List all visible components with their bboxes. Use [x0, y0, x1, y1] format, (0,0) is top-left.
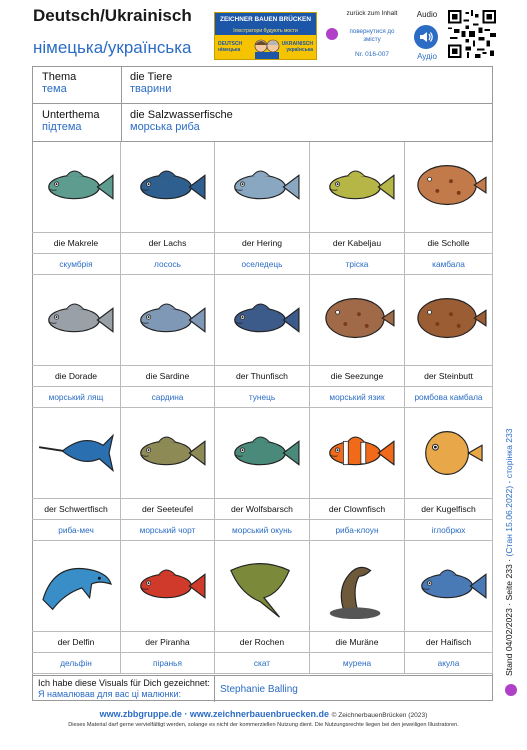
vocab-card — [215, 541, 310, 674]
illustrators-faces-icon — [253, 37, 281, 59]
moray-eel-icon — [315, 551, 399, 621]
illustrator-name: Stephanie Balling — [220, 684, 298, 695]
page-stamp: Stand 04/02/2023 · Seite 233 · (Стан 15.06.2022) - сторінка 233 — [504, 428, 514, 676]
cod-icon — [315, 152, 399, 222]
swordfish-icon — [34, 418, 118, 488]
word-ua: камбала — [432, 259, 465, 269]
illustrator-credit — [32, 675, 493, 701]
sea-bass-icon — [220, 418, 304, 488]
back-to-contents-dot[interactable] — [326, 28, 338, 40]
page-title: Deutsch/Ukrainisch — [33, 6, 192, 25]
piranha-icon — [126, 551, 210, 621]
vocab-card — [215, 142, 310, 275]
word-de: der Delfin — [32, 632, 120, 653]
word-ua: морський окунь — [232, 525, 292, 535]
word-ua: морський чорт — [139, 525, 196, 535]
word-de: der Kugelfisch — [405, 499, 492, 520]
word-ua: риба-меч — [58, 525, 94, 535]
vocab-card — [215, 275, 310, 408]
word-ua: тунець — [248, 392, 276, 402]
vocab-card — [121, 275, 215, 408]
vocab-card — [310, 541, 405, 674]
sea-bream-icon — [34, 285, 118, 355]
word-de: die Seezunge — [310, 366, 404, 387]
shark-icon — [407, 551, 491, 621]
ray-icon — [220, 551, 304, 621]
word-de: der Rochen — [215, 632, 309, 653]
copyright: © ZeichnerbauenBrücken (2023) — [331, 712, 428, 719]
vocab-card — [121, 142, 215, 275]
mackerel-icon — [34, 152, 118, 222]
word-ua: піранья — [153, 658, 182, 668]
word-de: der Piranha — [121, 632, 214, 653]
word-ua: морський лящ — [48, 392, 104, 402]
turbot-icon — [407, 285, 491, 355]
word-de: der Schwertfisch — [32, 499, 120, 520]
page-link-dot[interactable] — [505, 684, 517, 696]
vocab-card — [32, 408, 121, 541]
topic-value: die Tiere — [130, 71, 173, 83]
speaker-icon — [414, 25, 438, 49]
audio-label: Audio — [416, 10, 438, 19]
vocab-card — [32, 275, 121, 408]
vocab-card — [32, 541, 121, 674]
subtopic-row — [32, 104, 493, 142]
word-de: die Dorade — [32, 366, 120, 387]
credit-text-ua: Я намалював для вас ці малюнки: — [38, 689, 181, 699]
word-ua: скумбрія — [59, 259, 93, 269]
vocab-card — [215, 408, 310, 541]
website-links[interactable]: www.zbbgruppe.de · www.zeichnerbauenbruecken.de — [99, 709, 330, 719]
topic-value-ua: тварини — [130, 83, 172, 95]
monkfish-icon — [126, 418, 210, 488]
word-ua: лосось — [154, 259, 181, 269]
word-de: die Makrele — [32, 233, 120, 254]
credit-text: Ich habe diese Visuals für Dich gezeichnet: — [38, 678, 210, 688]
plaice-icon — [407, 152, 491, 222]
audio-button[interactable] — [414, 25, 438, 49]
word-de: der Steinbutt — [405, 366, 492, 387]
subtopic-label: Unterthema — [42, 109, 100, 121]
dolphin-icon — [34, 551, 118, 621]
zeichner-bauen-bruecken-logo[interactable]: ZEICHNER BAUEN BRÜCKEN Ілюстратори будують мости DEUTSCH німецька UKRAINISCH українська — [214, 12, 317, 60]
word-de: der Haifisch — [405, 632, 492, 653]
word-ua: риба-клоун — [335, 525, 379, 535]
vocab-card — [310, 142, 405, 275]
document-number: Nr. 016-007 — [355, 51, 389, 58]
word-ua: сардина — [151, 392, 184, 402]
subtopic-label-ua: підтема — [42, 121, 82, 133]
herring-icon — [220, 152, 304, 222]
topic-label: Thema — [42, 71, 77, 83]
word-de: die Sardine — [121, 366, 214, 387]
word-ua: ромбова камбала — [414, 392, 483, 402]
vocab-card — [405, 275, 493, 408]
word-de: der Clownfisch — [310, 499, 404, 520]
clownfish-icon — [315, 418, 399, 488]
word-de: der Lachs — [121, 233, 214, 254]
vocab-card — [310, 275, 405, 408]
word-ua: мурена — [342, 658, 372, 668]
subtopic-value: die Salzwasserfische — [130, 109, 233, 121]
word-ua: скат — [253, 658, 271, 668]
word-de: die Muräne — [310, 632, 404, 653]
tuna-icon — [220, 285, 304, 355]
back-to-contents-link[interactable]: zurück zum Inhalt — [346, 10, 398, 17]
word-ua: дельфін — [60, 658, 92, 668]
word-de: der Thunfisch — [215, 366, 309, 387]
back-to-contents-link-ua[interactable]: повернутися до змісту — [349, 28, 395, 43]
footer-links — [0, 709, 527, 719]
page-title-ua: німецька/українська — [33, 38, 192, 57]
word-ua: іглобрюх — [431, 525, 466, 535]
vocab-card — [121, 408, 215, 541]
vocab-card — [405, 541, 493, 674]
word-ua: тріска — [345, 259, 369, 269]
word-de: der Kabeljau — [310, 233, 404, 254]
topic-label-ua: тема — [42, 83, 67, 95]
usage-note: Dieses Material darf gerne vervielfältigt werden, solange es nicht der kommerziellen Nutzung dient. Die Nutzungsrechte liegen bei den jeweiligen Illustratoren. — [68, 722, 459, 728]
topic-row — [32, 66, 493, 104]
word-ua: оселедець — [241, 259, 283, 269]
word-de: der Seeteufel — [121, 499, 214, 520]
salmon-icon — [126, 152, 210, 222]
vocab-card — [405, 142, 493, 275]
vocab-card — [405, 408, 493, 541]
vocab-card — [121, 541, 215, 674]
word-de: der Hering — [215, 233, 309, 254]
sardine-icon — [126, 285, 210, 355]
vocab-card — [310, 408, 405, 541]
vocab-card — [32, 142, 121, 275]
sole-icon — [315, 285, 399, 355]
word-de: die Scholle — [405, 233, 492, 254]
word-ua: морський язик — [329, 392, 385, 402]
qr-code-icon[interactable] — [448, 10, 496, 58]
word-ua: акула — [437, 658, 460, 668]
word-de: der Wolfsbarsch — [215, 499, 309, 520]
pufferfish-icon — [407, 418, 491, 488]
audio-label-ua: Аудіо — [417, 52, 437, 61]
subtopic-value-ua: морська риба — [130, 121, 200, 133]
